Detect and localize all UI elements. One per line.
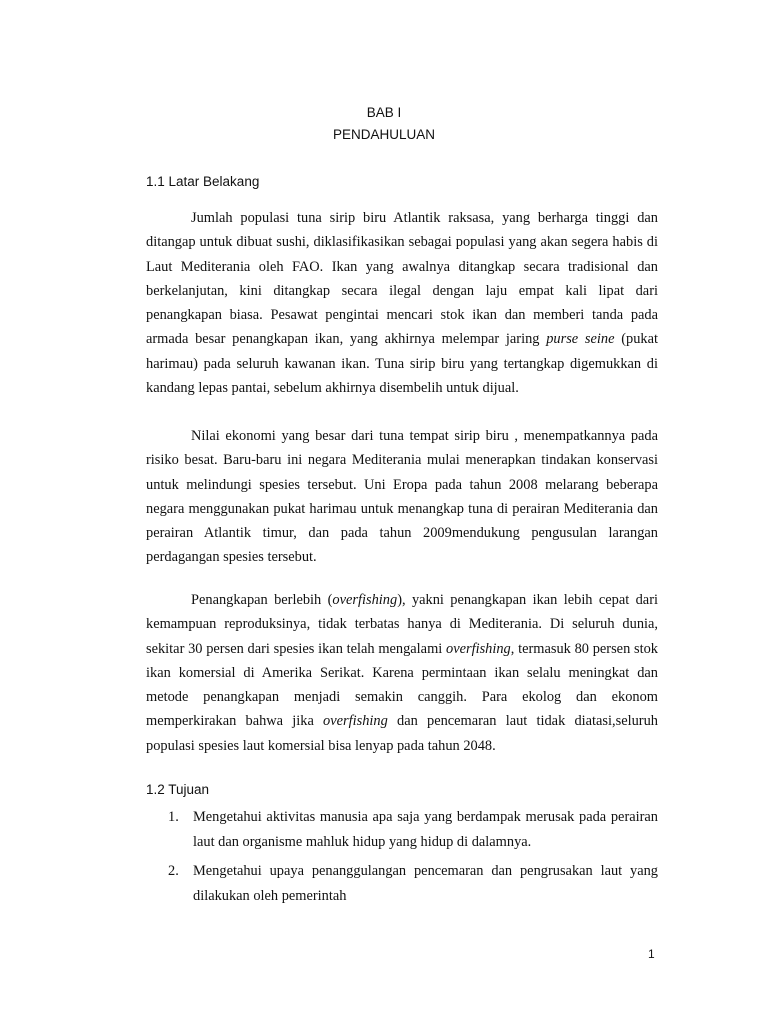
paragraph-3 xyxy=(146,588,658,758)
paragraph-3-text-d: dan pencemaran laut tidak diatasi,seluruh populasi spesies laut komersial bisa lenyap pada tahun 2048. xyxy=(146,713,658,754)
paragraph-1-italic-term: purse seine xyxy=(546,331,615,348)
list-item-number: 2. xyxy=(168,863,179,879)
list-item xyxy=(146,859,658,909)
list-item-text: Mengetahui aktivitas manusia apa saja yang berdampak merusak pada perairan laut dan organisme mahluk hidup yang hidup di dalamnya. xyxy=(193,809,658,850)
paragraph-3-text-b: ), yakni penangkapan ikan lebih cepat dari kemampuan reproduksinya, tidak terbatas hanya di Mediterania. Di seluruh dunia, sekitar 30 persen dari spesies ikan telah mengalami xyxy=(146,592,658,657)
list-item-number: 1. xyxy=(168,809,179,825)
page-number: 1 xyxy=(648,947,655,961)
paragraph-2-text: Nilai ekonomi yang besar dari tuna tempat sirip biru , menempatkannya pada risiko besat. Baru-baru ini negara Mediterania mulai menerapkan tindakan konservasi untuk melindungi spesies tersebut. Uni Eropa pada tahun 2008 melarang beberapa negara menggunakan pukat harimau untuk menangkap tuna di perairan Mediterania dan perairan Atlantik timur, dan pada tahun 2009mendukung pengusulan larangan perdagangan spesies tersebut. xyxy=(146,428,658,566)
section-heading-objectives: 1.2 Tujuan xyxy=(146,782,210,797)
paragraph-3-text-c: , termasuk 80 persen stok ikan komersial di Amerika Serikat. Karena permintaan ikan selalu meningkat dan metode penangkapan menjadi semakin canggih. Para ekolog dan ekonom memperkirakan bahwa jika xyxy=(146,640,658,730)
paragraph-3-text-a: Penangkapan berlebih ( xyxy=(191,592,333,608)
paragraph-2 xyxy=(146,424,658,570)
paragraph-1-text-b: (pukat harimau) pada seluruh kawanan ikan. Tuna sirip biru yang tertangkap digemukkan di kandang lepas pantai, sebelum akhirnya disembelih untuk dijual. xyxy=(146,331,658,397)
list-item-text: Mengetahui upaya penanggulangan pencemaran dan pengrusakan laut yang dilakukan oleh pemerintah xyxy=(193,863,658,904)
objectives-list xyxy=(146,805,658,913)
paragraph-1 xyxy=(146,206,658,400)
chapter-title: PENDAHULUAN xyxy=(332,127,436,142)
paragraph-1-text-a: Jumlah populasi tuna sirip biru Atlantik raksasa, yang berharga tinggi dan ditangap untuk dibuat sushi, diklasifikasikan sebagai populasi yang akan segera habis di Laut Mediterania oleh FAO. Ikan yang awalnya ditangkap secara tradisional dan berkelanjutan, kini ditangkap secara ilegal dengan laju empat kali lipat dari penangkapan biasa. Pesawat pengintai mencari stok ikan dan memberi tanda pada armada besar penangkapan ikan, yang akhirnya melempar jaring xyxy=(146,210,658,348)
section-heading-background: 1.1 Latar Belakang xyxy=(146,174,260,189)
paragraph-3-italic-term-1: overfishing xyxy=(332,592,398,608)
paragraph-3-italic-term-2: overfishing xyxy=(446,640,511,657)
paragraph-3-italic-term-3: overfishing xyxy=(323,713,388,730)
chapter-label: BAB I xyxy=(366,105,402,120)
list-item xyxy=(146,805,658,855)
